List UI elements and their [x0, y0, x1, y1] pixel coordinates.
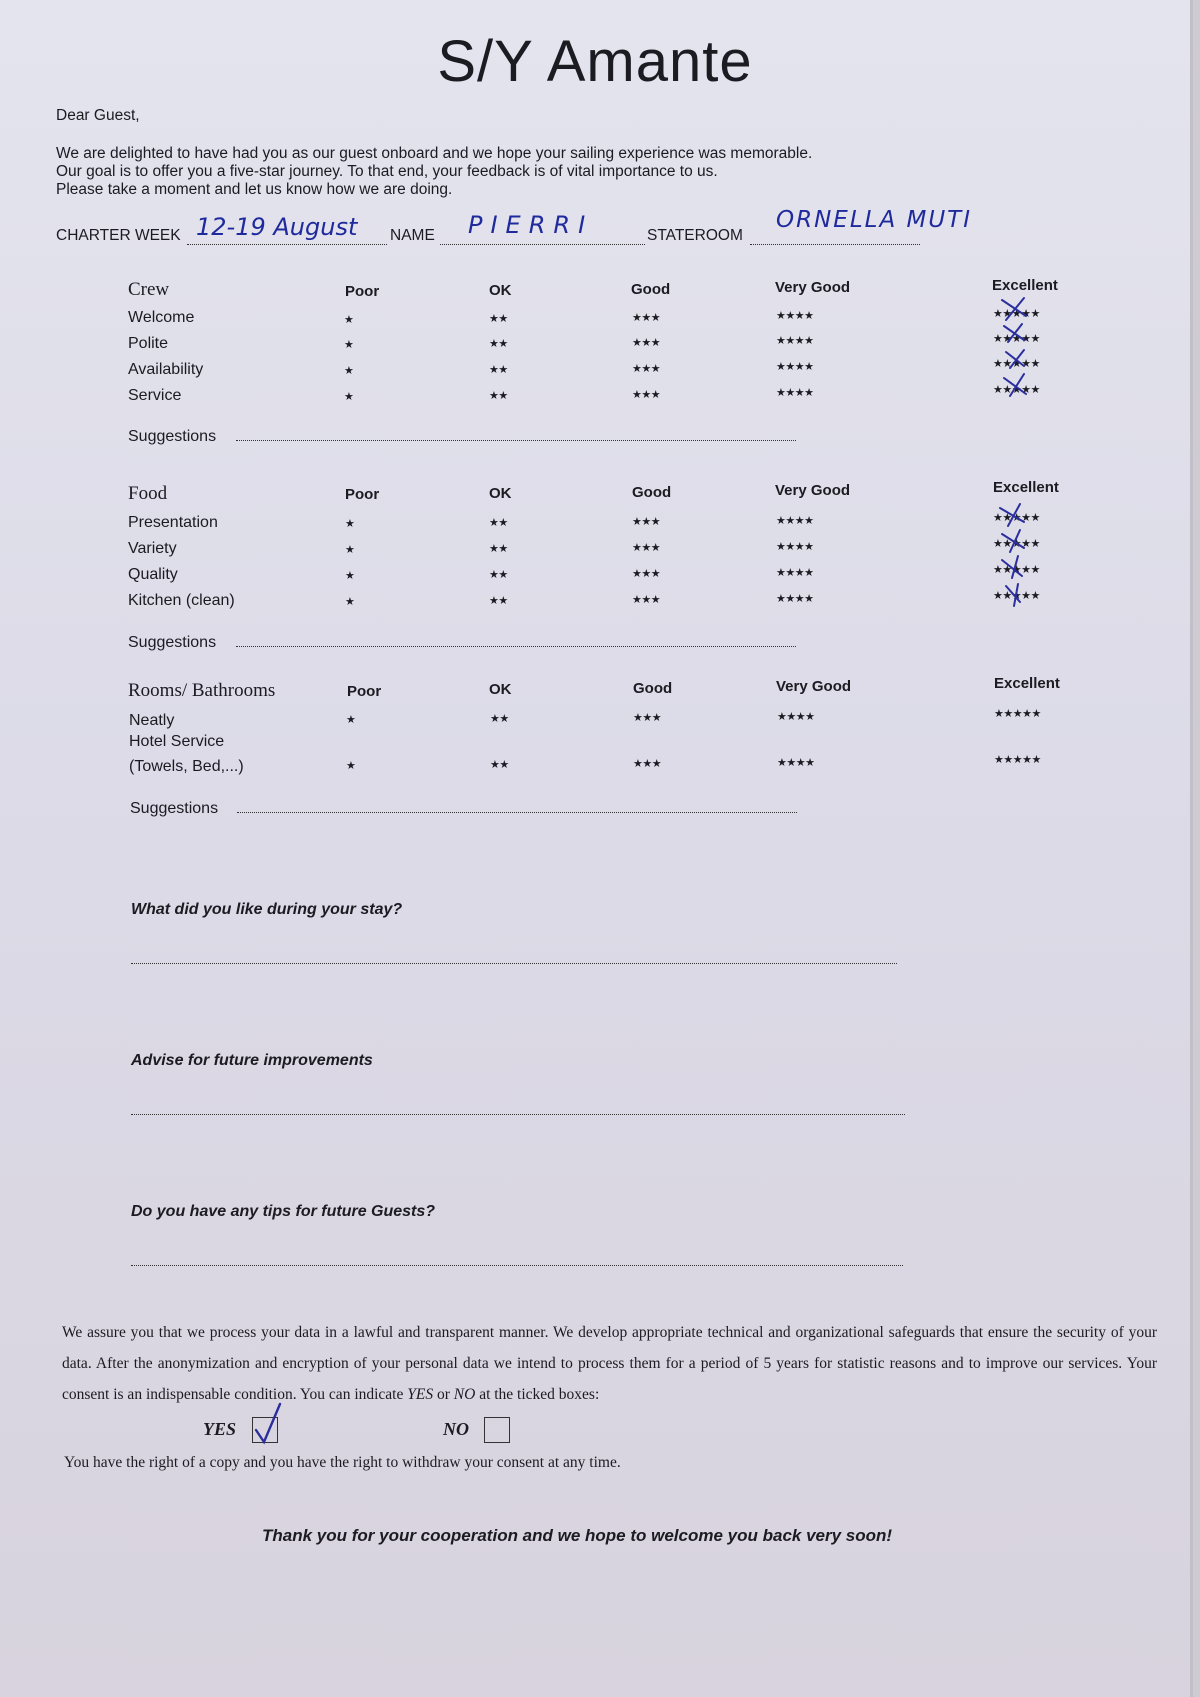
- intro-line-1: We are delighted to have had you as our guest onboard and we hope your sailing experience was memorable.: [56, 145, 813, 162]
- crew-header-excellent: Excellent: [992, 277, 1058, 294]
- food-excellent-check-marks: [990, 500, 1040, 610]
- stateroom-line: [750, 244, 920, 245]
- crew-service-very-good-stars[interactable]: ★★★★: [776, 387, 814, 399]
- crew-header-good: Good: [631, 281, 671, 298]
- answer-tips-input[interactable]: [131, 1265, 903, 1266]
- closing-message: Thank you for your cooperation and we hope to welcome you back very soon!: [262, 1526, 893, 1545]
- crew-item-service: Service: [128, 387, 182, 404]
- intro-line-2: Our goal is to offer you a five-star journey. To that end, your feedback is of vital importance to us.: [56, 163, 718, 180]
- crew-availability-very-good-stars[interactable]: ★★★★: [776, 361, 814, 373]
- crew-welcome-ok-stars[interactable]: ★★: [489, 313, 508, 325]
- crew-welcome-very-good-stars[interactable]: ★★★★: [776, 310, 814, 322]
- food-kitchen-good-stars[interactable]: ★★★: [632, 594, 661, 606]
- no-label: NO: [443, 1419, 469, 1439]
- crew-service-ok-stars[interactable]: ★★: [489, 390, 508, 402]
- rooms-item-hotel-service: Hotel Service: [129, 733, 225, 750]
- question-liked: What did you like during your stay?: [131, 901, 403, 918]
- crew-suggestions-label: Suggestions: [128, 428, 217, 445]
- yes-label: YES: [203, 1419, 237, 1439]
- food-item-variety: Variety: [128, 540, 177, 557]
- food-quality-very-good-stars[interactable]: ★★★★: [776, 567, 814, 579]
- crew-item-polite: Polite: [128, 335, 169, 352]
- crew-item-welcome: Welcome: [128, 309, 195, 326]
- crew-item-availability: Availability: [128, 361, 204, 378]
- crew-availability-poor-stars[interactable]: ★: [344, 365, 354, 377]
- no-checkbox[interactable]: [484, 1417, 510, 1443]
- rights-text: You have the right of a copy and you have the right to withdraw your consent at any time.: [64, 1454, 621, 1471]
- crew-welcome-excellent-stars[interactable]: ★★★★★: [993, 308, 1040, 320]
- food-header-ok: OK: [489, 485, 512, 502]
- food-variety-very-good-stars[interactable]: ★★★★: [776, 541, 814, 553]
- rooms-hotel-service-poor-stars[interactable]: ★: [346, 760, 356, 772]
- stateroom-label: STATEROOM: [647, 227, 743, 244]
- food-variety-excellent-stars[interactable]: ★★★★★: [993, 538, 1040, 550]
- food-suggestions-label: Suggestions: [128, 634, 217, 651]
- food-item-quality: Quality: [128, 566, 178, 583]
- form-title: S/Y Amante: [437, 29, 753, 94]
- rooms-header-poor: Poor: [347, 683, 382, 700]
- food-item-kitchen: Kitchen (clean): [128, 592, 235, 609]
- food-variety-ok-stars[interactable]: ★★: [489, 543, 508, 555]
- crew-polite-excellent-stars[interactable]: ★★★★★: [993, 333, 1040, 345]
- question-tips: Do you have any tips for future Guests?: [131, 1203, 436, 1220]
- food-header-poor: Poor: [345, 486, 380, 503]
- stateroom-value[interactable]: ORNELLA MUTI: [776, 207, 973, 233]
- rooms-header-very-good: Very Good: [776, 678, 852, 695]
- food-kitchen-excellent-stars[interactable]: ★★★★★: [993, 590, 1040, 602]
- consent-text: We assure you that we process your data in a lawful and transparent manner. We develop appropriate technical and organizational safeguards that ensure the security of your data. After the anonymization and encryption of your personal data we intend to process them for a period of 5 years for statistic reasons and to improve our services. Your consent is an indispensable condition. You can indicate YES or NO at the ticked boxes:: [62, 1324, 1157, 1403]
- intro-line-3: Please take a moment and let us know how we are doing.: [56, 181, 453, 198]
- charter-week-line: [187, 244, 387, 245]
- rooms-header-excellent: Excellent: [994, 675, 1060, 692]
- crew-section-title: Crew: [128, 279, 170, 300]
- food-variety-good-stars[interactable]: ★★★: [632, 542, 661, 554]
- rooms-suggestions-input[interactable]: [237, 812, 797, 813]
- food-presentation-poor-stars[interactable]: ★: [345, 518, 355, 530]
- food-suggestions-input[interactable]: [236, 646, 796, 647]
- food-presentation-ok-stars[interactable]: ★★: [489, 517, 508, 529]
- rooms-item-neatly: Neatly: [129, 712, 175, 729]
- crew-polite-very-good-stars[interactable]: ★★★★: [776, 335, 814, 347]
- rooms-hotel-service-good-stars[interactable]: ★★★: [633, 758, 662, 770]
- rooms-header-ok: OK: [489, 681, 512, 698]
- rooms-neatly-excellent-stars[interactable]: ★★★★★: [994, 708, 1041, 720]
- rooms-neatly-very-good-stars[interactable]: ★★★★: [777, 711, 815, 723]
- crew-availability-ok-stars[interactable]: ★★: [489, 364, 508, 376]
- crew-polite-good-stars[interactable]: ★★★: [632, 337, 661, 349]
- crew-header-ok: OK: [489, 282, 512, 299]
- food-item-presentation: Presentation: [128, 514, 218, 531]
- food-kitchen-very-good-stars[interactable]: ★★★★: [776, 593, 814, 605]
- answer-liked-input[interactable]: [131, 963, 897, 964]
- food-presentation-good-stars[interactable]: ★★★: [632, 516, 661, 528]
- crew-service-excellent-stars[interactable]: ★★★★★: [993, 384, 1040, 396]
- rooms-hotel-service-very-good-stars[interactable]: ★★★★: [777, 757, 815, 769]
- crew-service-poor-stars[interactable]: ★: [344, 391, 354, 403]
- food-presentation-excellent-stars[interactable]: ★★★★★: [993, 512, 1040, 524]
- food-variety-poor-stars[interactable]: ★: [345, 544, 355, 556]
- rooms-item-towels-bed: (Towels, Bed,...): [129, 758, 244, 775]
- crew-availability-excellent-stars[interactable]: ★★★★★: [993, 358, 1040, 370]
- food-kitchen-poor-stars[interactable]: ★: [345, 596, 355, 608]
- food-kitchen-ok-stars[interactable]: ★★: [489, 595, 508, 607]
- name-value[interactable]: PIERRI: [468, 211, 594, 239]
- question-improvements: Advise for future improvements: [131, 1052, 373, 1069]
- crew-header-very-good: Very Good: [775, 279, 851, 296]
- name-line: [440, 244, 645, 245]
- crew-suggestions-input[interactable]: [236, 440, 796, 441]
- rooms-hotel-service-ok-stars[interactable]: ★★: [490, 759, 509, 771]
- charter-week-value[interactable]: 12-19 August: [196, 213, 358, 241]
- food-header-good: Good: [632, 484, 672, 501]
- crew-welcome-good-stars[interactable]: ★★★: [632, 312, 661, 324]
- crew-excellent-check-marks: [990, 294, 1040, 404]
- name-label: NAME: [390, 227, 435, 244]
- crew-service-good-stars[interactable]: ★★★: [632, 389, 661, 401]
- rooms-hotel-service-excellent-stars[interactable]: ★★★★★: [994, 754, 1041, 766]
- food-header-excellent: Excellent: [993, 479, 1059, 496]
- rooms-suggestions-label: Suggestions: [130, 800, 219, 817]
- greeting: Dear Guest,: [56, 107, 140, 124]
- food-header-very-good: Very Good: [775, 482, 851, 499]
- crew-availability-good-stars[interactable]: ★★★: [632, 363, 661, 375]
- crew-polite-poor-stars[interactable]: ★: [344, 339, 354, 351]
- crew-polite-ok-stars[interactable]: ★★: [489, 338, 508, 350]
- food-quality-excellent-stars[interactable]: ★★★★★: [993, 564, 1040, 576]
- rooms-neatly-poor-stars[interactable]: ★: [346, 714, 356, 726]
- crew-header-poor: Poor: [345, 283, 380, 300]
- answer-improvements-input[interactable]: [131, 1114, 905, 1115]
- rooms-neatly-ok-stars[interactable]: ★★: [490, 713, 509, 725]
- rooms-neatly-good-stars[interactable]: ★★★: [633, 712, 662, 724]
- yes-check-mark: [250, 1398, 290, 1448]
- food-quality-good-stars[interactable]: ★★★: [632, 568, 661, 580]
- food-section-title: Food: [128, 483, 168, 504]
- food-quality-poor-stars[interactable]: ★: [345, 570, 355, 582]
- charter-week-label: CHARTER WEEK: [56, 227, 181, 244]
- rooms-section-title: Rooms/ Bathrooms: [128, 680, 276, 701]
- food-presentation-very-good-stars[interactable]: ★★★★: [776, 515, 814, 527]
- rooms-header-good: Good: [633, 680, 673, 697]
- crew-welcome-poor-stars[interactable]: ★: [344, 314, 354, 326]
- food-quality-ok-stars[interactable]: ★★: [489, 569, 508, 581]
